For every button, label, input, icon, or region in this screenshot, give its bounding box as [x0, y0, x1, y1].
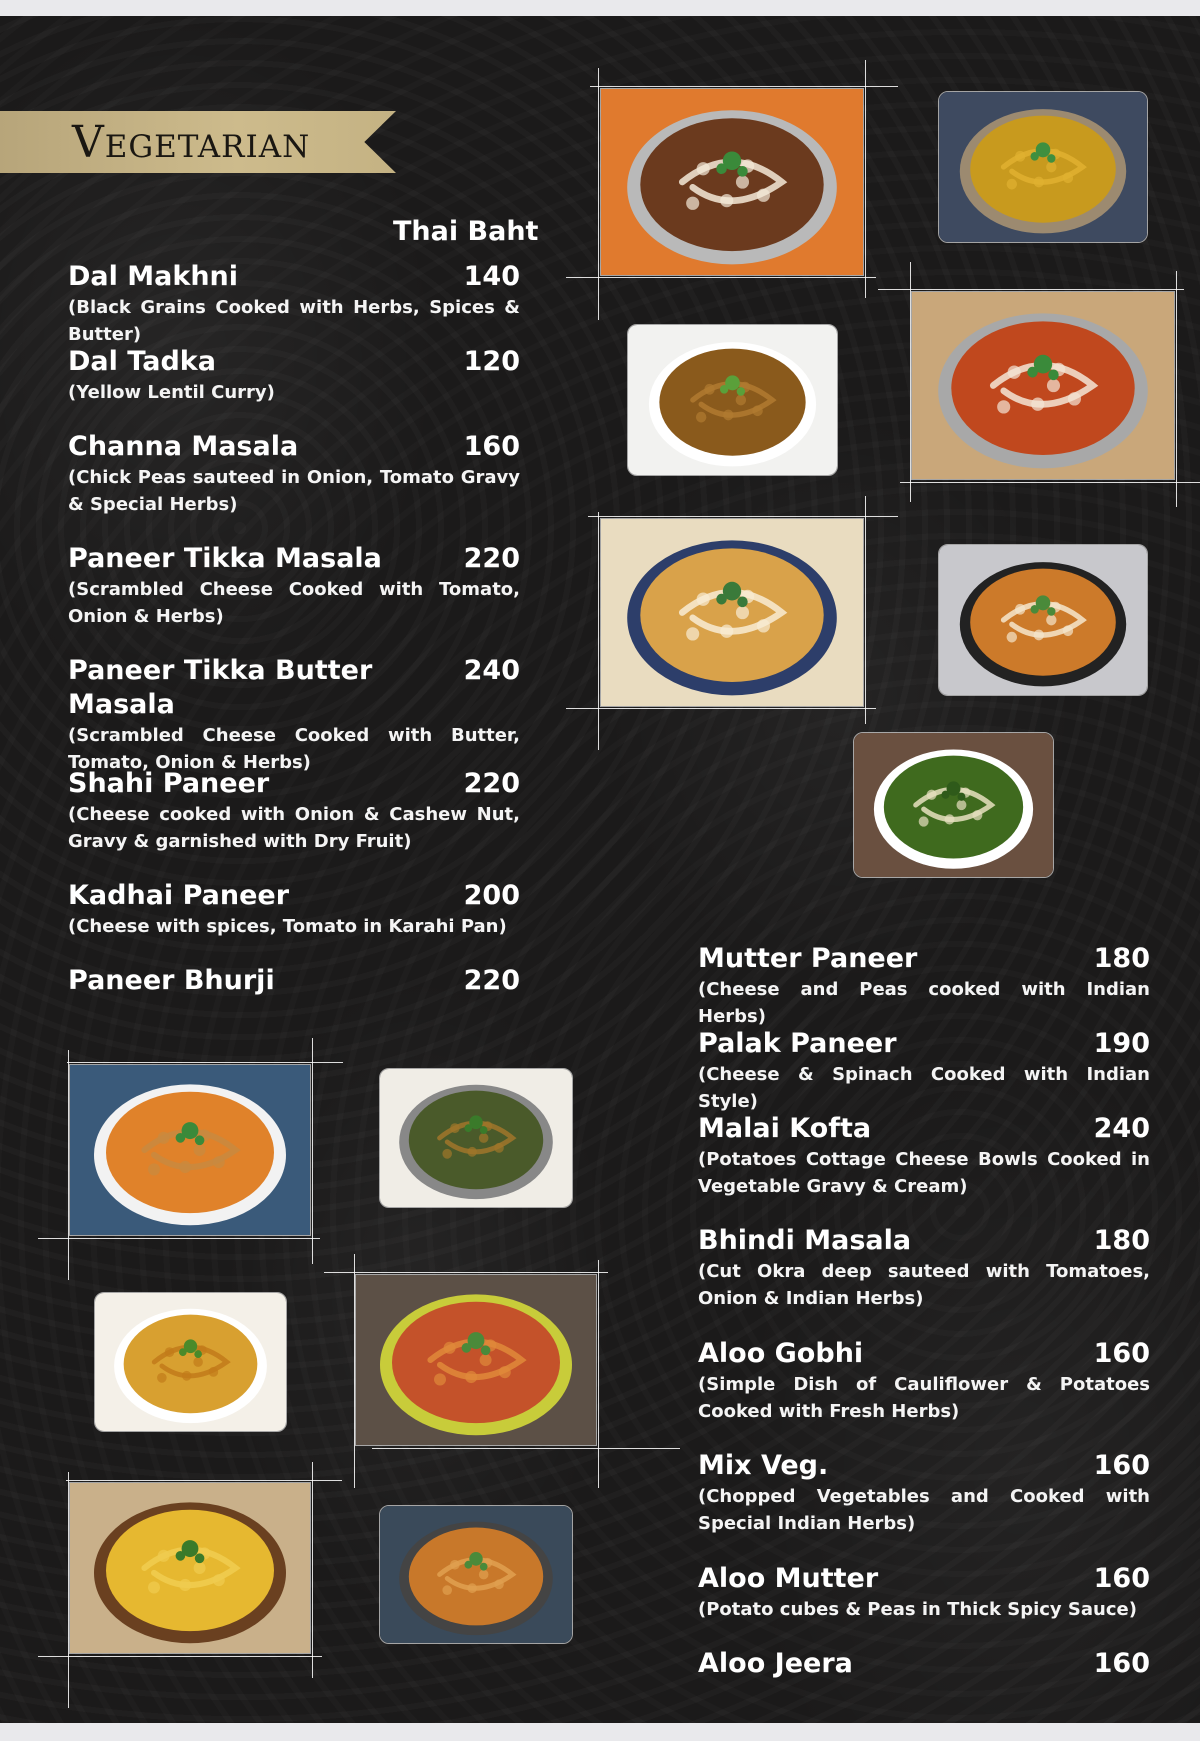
crop-mark: [865, 496, 866, 724]
crop-mark: [68, 1472, 69, 1708]
crop-mark: [598, 68, 599, 320]
crop-mark: [354, 1254, 355, 1488]
menu-item: [698, 1027, 1150, 1115]
item-name: Mutter Paneer: [698, 943, 918, 974]
menu-item: [68, 542, 520, 630]
item-desc: (Yellow Lentil Curry): [68, 382, 275, 403]
crop-mark: [324, 1272, 608, 1273]
item-price: 220: [463, 543, 520, 574]
menu-item: [698, 942, 1150, 1030]
item-price: 120: [463, 346, 520, 377]
crop-mark: [878, 289, 1184, 290]
crop-mark: [566, 277, 876, 278]
item-name: Bhindi Masala: [698, 1225, 912, 1256]
item-price: 140: [463, 261, 520, 292]
aloo-mutter-photo: [379, 1505, 573, 1644]
menu-item: [698, 1337, 1150, 1425]
crop-mark: [38, 1238, 320, 1239]
palak-paneer-photo: [853, 732, 1054, 878]
crop-mark: [910, 262, 911, 502]
item-name: Aloo Mutter: [698, 1563, 879, 1594]
crop-mark: [372, 1448, 680, 1449]
item-name: Dal Makhni: [68, 261, 239, 292]
item-name: Aloo Gobhi: [698, 1338, 864, 1369]
menu-item: [698, 1562, 1150, 1623]
crop-mark: [566, 708, 876, 709]
menu-item: [698, 1449, 1150, 1537]
item-name: Channa Masala: [68, 431, 299, 462]
menu-item: [68, 345, 520, 406]
item-name: Paneer Tikka Butter Masala: [68, 655, 373, 720]
item-name: Malai Kofta: [698, 1113, 872, 1144]
item-name: Paneer Bhurji: [68, 965, 275, 996]
menu-item: [68, 964, 520, 998]
item-desc: (Cheese and Peas cooked with Indian Herbs): [698, 979, 1150, 1027]
crop-mark: [38, 1656, 322, 1657]
item-desc: (Scrambled Cheese Cooked with Tomato, Onion & Herbs): [68, 579, 520, 627]
item-price: 220: [463, 768, 520, 799]
shahi-paneer-photo: [600, 518, 864, 707]
crop-mark: [66, 1480, 342, 1481]
crop-mark: [68, 1050, 69, 1280]
menu-item: [68, 654, 520, 776]
crop-mark: [598, 512, 599, 750]
crop-mark: [598, 1260, 599, 1488]
item-price: 180: [1093, 943, 1150, 974]
menu-item: [68, 879, 520, 940]
section-title: Vegetarian: [72, 117, 311, 168]
dal-tadka-photo: [938, 91, 1148, 243]
mix-veg-photo: [355, 1274, 597, 1446]
paneer-tikka-photo: [911, 291, 1175, 480]
aloo-jeera-photo: [69, 1482, 311, 1654]
item-desc: (Chick Peas sauteed in Onion, Tomato Gravy & Special Herbs): [68, 467, 520, 515]
menu-item: [698, 1112, 1150, 1200]
item-name: Palak Paneer: [698, 1028, 897, 1059]
item-name: Paneer Tikka Masala: [68, 543, 382, 574]
item-name: Aloo Jeera: [698, 1648, 853, 1679]
item-name: Kadhai Paneer: [68, 880, 290, 911]
item-desc: (Cheese cooked with Onion & Cashew Nut, Gravy & garnished with Dry Fruit): [68, 804, 520, 852]
dal-makhni-photo: [600, 88, 864, 276]
crop-mark: [590, 86, 898, 87]
item-desc: (Potatoes Cottage Cheese Bowls Cooked in Vegetable Gravy & Cream): [698, 1149, 1150, 1197]
item-price: 220: [463, 965, 520, 996]
menu-item: [68, 767, 520, 855]
item-desc: (Potato cubes & Peas in Thick Spicy Sauce): [698, 1599, 1137, 1620]
item-price: 160: [1093, 1563, 1150, 1594]
item-price: 240: [1093, 1113, 1150, 1144]
item-desc: (Cheese with spices, Tomato in Karahi Pan): [68, 916, 507, 937]
bhindi-masala-photo: [379, 1068, 573, 1208]
menu-item: [698, 1647, 1150, 1681]
item-price: 190: [1093, 1028, 1150, 1059]
crop-mark: [865, 60, 866, 298]
item-price: 160: [1093, 1338, 1150, 1369]
butter-paneer-photo: [938, 544, 1148, 696]
channa-masala-photo: [627, 324, 838, 476]
item-price: 200: [463, 880, 520, 911]
menu-item: [68, 260, 520, 348]
item-price: 160: [1093, 1450, 1150, 1481]
item-name: Mix Veg.: [698, 1450, 829, 1481]
item-desc: (Scrambled Cheese Cooked with Butter, Tomato, Onion & Herbs): [68, 725, 520, 773]
crop-mark: [312, 1038, 313, 1264]
item-desc: (Cut Okra deep sauteed with Tomatoes, Onion & Indian Herbs): [698, 1261, 1150, 1309]
item-desc: (Cheese & Spinach Cooked with Indian Style): [698, 1064, 1150, 1112]
item-price: 160: [1093, 1648, 1150, 1679]
item-desc: (Chopped Vegetables and Cooked with Special Indian Herbs): [698, 1486, 1150, 1534]
item-name: Shahi Paneer: [68, 768, 270, 799]
crop-mark: [67, 1062, 343, 1063]
crop-mark: [312, 1462, 313, 1678]
menu-item: [698, 1224, 1150, 1312]
crop-mark: [1176, 271, 1177, 507]
item-price: 240: [463, 655, 520, 686]
crop-mark: [900, 482, 1200, 483]
aloo-gobhi-photo: [94, 1292, 287, 1432]
item-price: 180: [1093, 1225, 1150, 1256]
currency-label: Thai Baht: [393, 216, 539, 247]
item-price: 160: [463, 431, 520, 462]
menu-item: [68, 430, 520, 518]
item-desc: (Black Grains Cooked with Herbs, Spices & Butter): [68, 297, 520, 345]
crop-mark: [588, 516, 898, 517]
item-desc: (Simple Dish of Cauliflower & Potatoes Cooked with Fresh Herbs): [698, 1374, 1150, 1422]
item-name: Dal Tadka: [68, 346, 216, 377]
malai-kofta-photo: [69, 1064, 311, 1236]
menu-sheet: [0, 16, 1200, 1723]
